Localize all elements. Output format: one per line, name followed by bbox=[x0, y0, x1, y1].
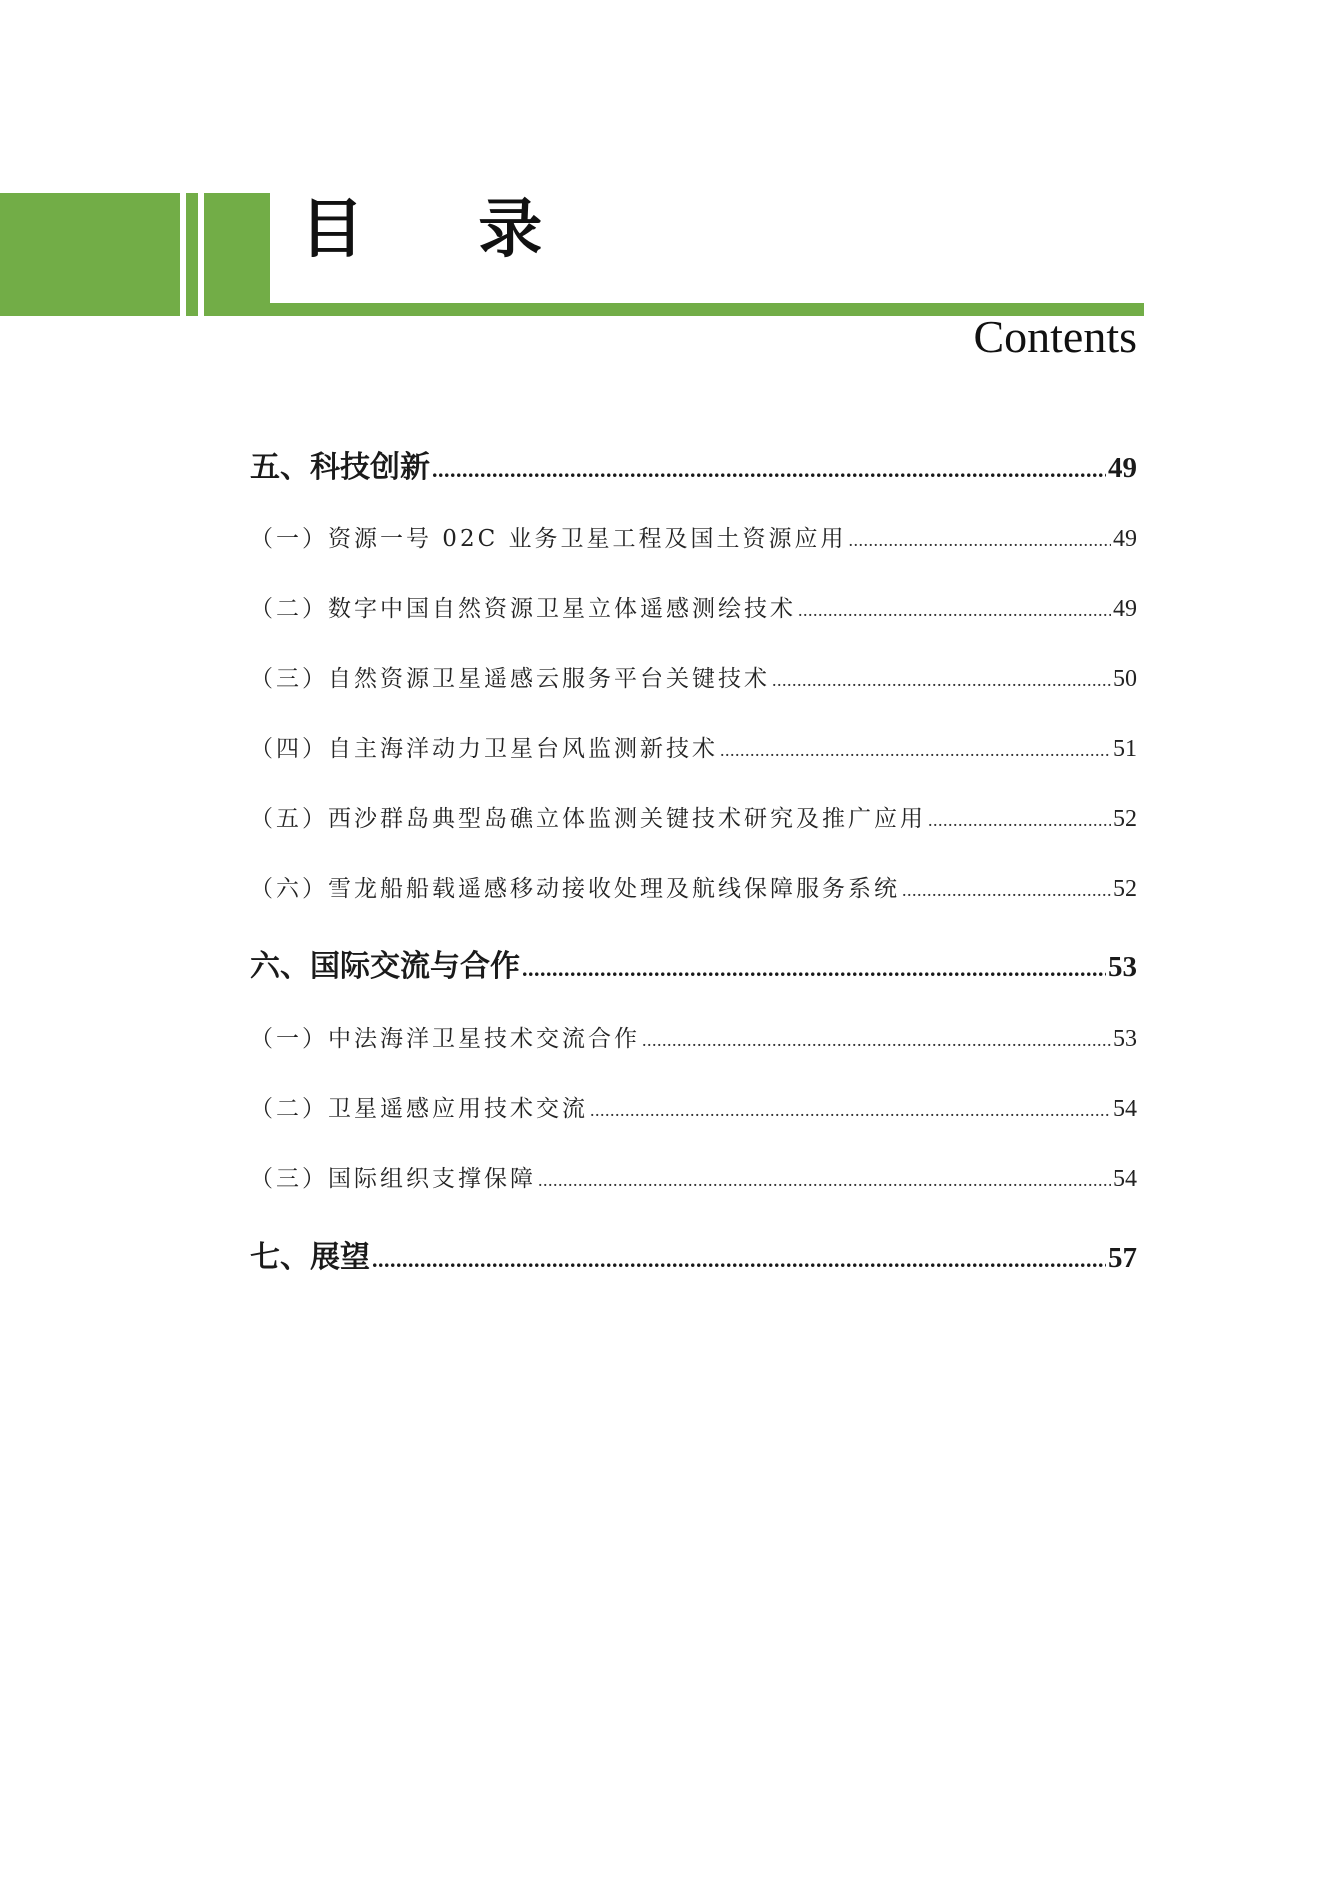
toc-item[interactable] bbox=[250, 1090, 1137, 1123]
toc-label: （六）雪龙船船载遥感移动接收处理及航线保障服务系统 bbox=[250, 876, 900, 902]
toc-item[interactable] bbox=[250, 870, 1137, 903]
toc-page-number: 49 bbox=[1108, 452, 1137, 484]
toc-label: 五、科技创新 bbox=[250, 450, 430, 485]
toc-page-number: 53 bbox=[1108, 951, 1137, 983]
toc-leader-dots bbox=[642, 1030, 1111, 1051]
toc-page-number: 49 bbox=[1113, 526, 1137, 552]
header-bar-right bbox=[204, 193, 270, 316]
toc-leader-dots bbox=[538, 1170, 1111, 1191]
toc-page-number: 53 bbox=[1113, 1026, 1137, 1052]
toc-page-number: 49 bbox=[1113, 596, 1137, 622]
toc-label: （五）西沙群岛典型岛礁立体监测关键技术研究及推广应用 bbox=[250, 806, 926, 832]
toc-item[interactable] bbox=[250, 590, 1137, 623]
page-title: 目 录 bbox=[300, 192, 589, 267]
toc-leader-dots bbox=[772, 670, 1111, 691]
toc-label: 七、展望 bbox=[250, 1240, 370, 1275]
toc-page-number: 52 bbox=[1113, 876, 1137, 902]
toc-label: （一）资源一号 02C 业务卫星工程及国土资源应用 bbox=[250, 526, 847, 552]
toc-item[interactable] bbox=[250, 730, 1137, 763]
toc-label: （二）数字中国自然资源卫星立体遥感测绘技术 bbox=[250, 596, 796, 622]
toc-item[interactable] bbox=[250, 520, 1137, 553]
toc-item[interactable] bbox=[250, 660, 1137, 693]
toc-item[interactable] bbox=[250, 1160, 1137, 1193]
toc-leader-dots bbox=[590, 1100, 1111, 1121]
toc-page-number: 52 bbox=[1113, 806, 1137, 832]
header-bar-left bbox=[0, 193, 180, 316]
toc-page-number: 50 bbox=[1113, 666, 1137, 692]
toc-page-number: 57 bbox=[1108, 1242, 1137, 1274]
toc-leader-dots bbox=[902, 880, 1111, 901]
toc-leader-dots bbox=[849, 530, 1112, 551]
toc-page-number: 51 bbox=[1113, 736, 1137, 762]
header-bar-stripe bbox=[186, 193, 198, 316]
toc-item[interactable] bbox=[250, 800, 1137, 833]
toc-label: 六、国际交流与合作 bbox=[250, 949, 520, 984]
toc-section-7[interactable] bbox=[250, 1232, 1137, 1276]
toc-label: （三）自然资源卫星遥感云服务平台关键技术 bbox=[250, 666, 770, 692]
page-subtitle: Contents bbox=[973, 311, 1137, 362]
toc-leader-dots bbox=[432, 457, 1106, 483]
toc-leader-dots bbox=[372, 1247, 1106, 1273]
toc-label: （二）卫星遥感应用技术交流 bbox=[250, 1096, 588, 1122]
toc-label: （三）国际组织支撑保障 bbox=[250, 1166, 536, 1192]
toc-leader-dots bbox=[720, 740, 1111, 761]
toc-section-5[interactable] bbox=[250, 442, 1137, 486]
toc-leader-dots bbox=[522, 956, 1106, 982]
toc-item[interactable] bbox=[250, 1020, 1137, 1053]
toc-page-number: 54 bbox=[1113, 1166, 1137, 1192]
toc-page-number: 54 bbox=[1113, 1096, 1137, 1122]
toc-leader-dots bbox=[928, 810, 1111, 831]
toc-leader-dots bbox=[798, 600, 1111, 621]
toc-section-6[interactable] bbox=[250, 941, 1137, 985]
toc-label: （四）自主海洋动力卫星台风监测新技术 bbox=[250, 736, 718, 762]
toc-label: （一）中法海洋卫星技术交流合作 bbox=[250, 1026, 640, 1052]
